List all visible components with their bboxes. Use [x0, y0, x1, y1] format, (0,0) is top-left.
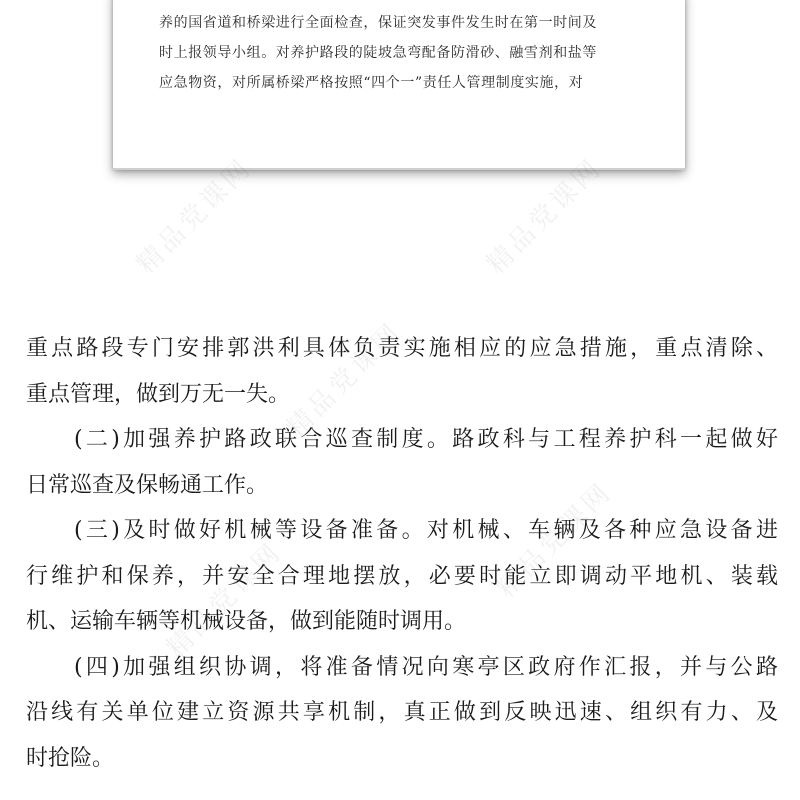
watermark: 精品党课网 — [281, 316, 409, 444]
body-line: 沿线有关单位建立资源共享机制，真正做到反映迅速、组织有力、及 — [26, 700, 778, 725]
body-line: 时抢险。 — [26, 745, 115, 771]
body-line: 机、运输车辆等机械设备，做到能随时调用。 — [26, 609, 467, 634]
preview-line: 时上报领导小组。对养护路段的陡坡急弯配备防滑砂、融雪剂和盐等 — [159, 45, 597, 61]
body-line: (三)及时做好机械等设备准备。对机械、车辆及各种应急设备进 — [74, 518, 778, 543]
preview-line: 应急物资，对所属桥梁严格按照“四个一”责任人管理制度实施，对 — [159, 75, 584, 91]
body-line: 行维护和保养，并安全合理地摆放，必要时能立即调动平地机、装载 — [26, 563, 778, 589]
preview-paragraph — [159, 8, 645, 98]
preview-line: 养的国省道和桥梁进行全面检查，保证突发事件发生时在第一时间及 — [159, 15, 597, 31]
watermark: 精品党课网 — [161, 536, 289, 664]
body-line: (二)加强养护路政联合巡查制度。路政科与工程养护科一起做好 — [74, 427, 778, 452]
body-line: 日常巡查及保畅通工作。 — [26, 472, 269, 498]
watermark: 精品党课网 — [131, 152, 259, 280]
watermark: 精品党课网 — [481, 152, 609, 280]
body-line: 重点管理，做到万无一失。 — [26, 381, 291, 407]
body-line: 重点路段专门安排郭洪利具体负责实施相应的应急措施，重点清除、 — [26, 336, 778, 361]
document-preview-card — [113, 0, 685, 170]
body-line: (四)加强组织协调，将准备情况向寒亭区政府作汇报，并与公路 — [74, 654, 778, 680]
document-body — [26, 326, 778, 781]
watermark: 精品党课网 — [491, 476, 619, 604]
